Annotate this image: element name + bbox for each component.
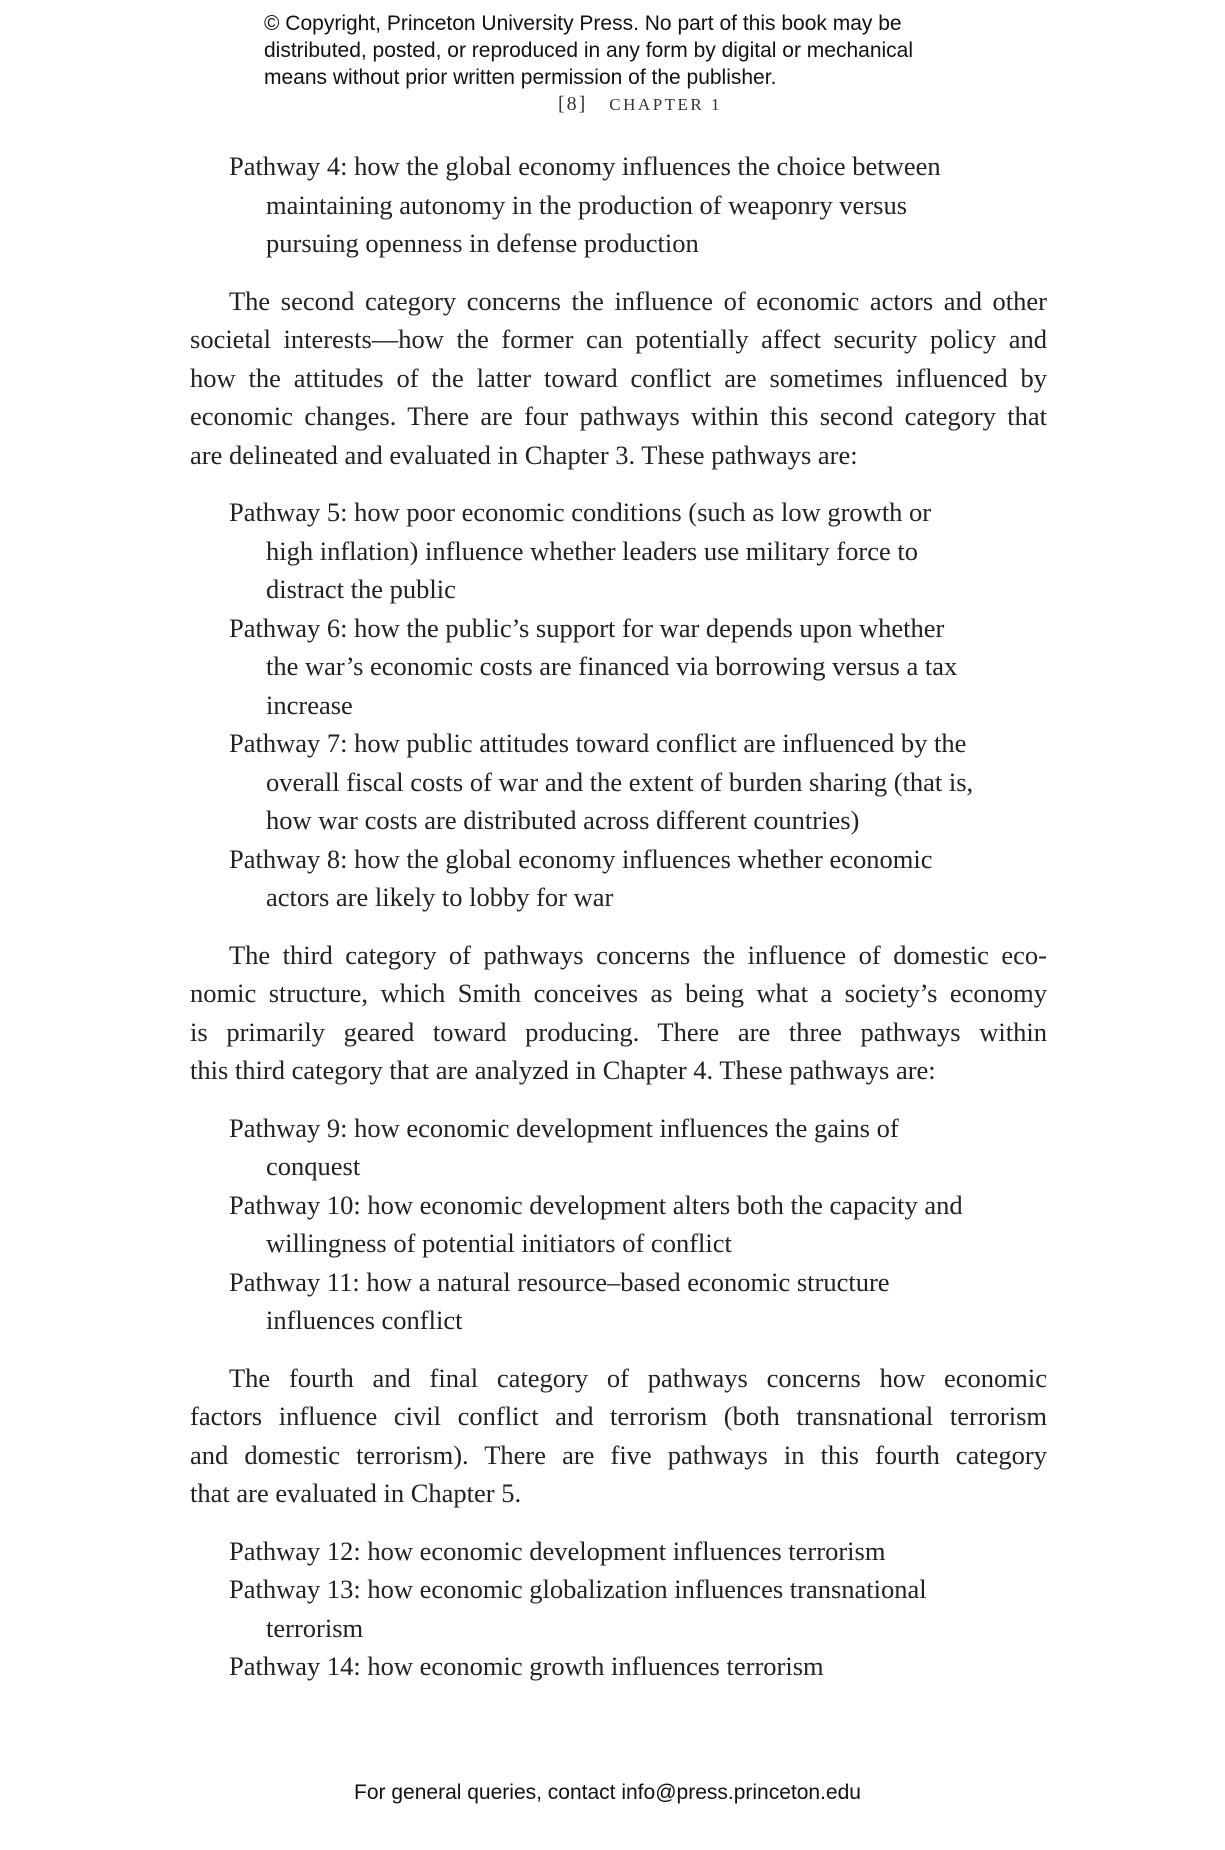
chapter-label: CHAPTER 1 [609, 95, 723, 114]
pathway-item [190, 609, 1047, 725]
text-line: Pathway 10: how economic development alters both the capacity and [229, 1189, 963, 1220]
text-line: terrorism [266, 1612, 364, 1643]
text-line: Pathway 6: how the public’s support for war depends upon whether [229, 612, 945, 643]
text-line: that are evaluated in Chapter 5. [190, 1478, 522, 1508]
text-line: the war’s economic costs are financed via borrowing versus a tax [266, 651, 958, 681]
paragraph [190, 282, 1047, 475]
text-line: how the attitudes of the latter toward conflict are sometimes influenced by [190, 362, 1047, 393]
pathway-list [190, 1532, 1047, 1686]
text-line: and domestic terrorism). There are five pathways in this fourth category [190, 1439, 1047, 1470]
text-line: Pathway 12: how economic development influences terrorism [229, 1535, 886, 1566]
text-line: actors are likely to lobby for war [266, 882, 614, 912]
text-line: conquest [266, 1151, 361, 1181]
pathway-list [190, 147, 1047, 263]
pathway-item [190, 493, 1047, 609]
copyright-line: distributed, posted, or reproduced in any form by digital or mechanical [264, 39, 914, 62]
paragraph [190, 1359, 1047, 1513]
text-line: Pathway 13: how economic globalization influences transnational [229, 1574, 927, 1604]
text-line: increase [266, 689, 353, 720]
pathway-list [190, 493, 1047, 917]
text-line: is primarily geared toward producing. There are three pathways within [190, 1016, 1047, 1047]
pathway-item [190, 840, 1047, 917]
copyright-notice [264, 10, 913, 91]
pathway-item [190, 1109, 1047, 1186]
text-line: The fourth and final category of pathways concerns how economic [229, 1362, 1047, 1393]
text-line: willingness of potential initiators of conflict [266, 1228, 732, 1258]
text-line: Pathway 14: how economic growth influences terrorism [229, 1651, 824, 1681]
text-line: Pathway 7: how public attitudes toward conflict are influenced by the [229, 728, 967, 758]
pathway-list [190, 1109, 1047, 1340]
pathway-item [190, 1532, 1047, 1571]
copyright-line: © Copyright, Princeton University Press. No part of this book may be [264, 12, 902, 35]
pathway-item [190, 1647, 1047, 1686]
text-line: pursuing openness in defense production [266, 228, 699, 258]
text-line: how war costs are distributed across different countries) [266, 805, 860, 835]
text-line: societal interests—how the former can potentially affect security policy and [190, 324, 1047, 354]
text-line: maintaining autonomy in the production of weaponry versus [266, 189, 908, 220]
text-line: Pathway 5: how poor economic conditions (such as low growth or [229, 497, 932, 527]
pathway-item [190, 724, 1047, 840]
page-body [190, 147, 1047, 1705]
text-line: Pathway 11: how a natural resource–based economic structure [229, 1266, 890, 1297]
text-line: distract the public [266, 574, 456, 604]
text-line: factors influence civil conflict and terrorism (both transnational terrorism [190, 1401, 1047, 1431]
paragraph [190, 936, 1047, 1090]
text-line: Pathway 9: how economic development influences the gains of [229, 1112, 899, 1143]
page-number: [8] [557, 93, 588, 115]
text-line: nomic structure, which Smith conceives as being what a society’s economy [190, 978, 1047, 1008]
pathway-item [190, 147, 1047, 263]
text-line: this third category that are analyzed in Chapter 4. These pathways are: [190, 1055, 936, 1085]
text-line: Pathway 8: how the global economy influences whether economic [229, 843, 933, 874]
pathway-item [190, 1186, 1047, 1263]
running-head [0, 93, 1225, 116]
text-line: influences conflict [266, 1305, 463, 1335]
pathway-item [190, 1263, 1047, 1340]
text-line: Pathway 4: how the global economy influences the choice between [229, 151, 941, 181]
pathway-item [190, 1570, 1047, 1647]
text-line: high inflation) influence whether leaders use military force to [266, 535, 918, 566]
text-line: overall fiscal costs of war and the extent of burden sharing (that is, [266, 766, 974, 797]
text-line: The second category concerns the influence of economic actors and other [229, 285, 1047, 316]
text-line: The third category of pathways concerns the influence of domestic eco- [229, 939, 1047, 970]
footer-contact: For general queries, contact info@press.princeton.edu [354, 1781, 861, 1804]
text-line: are delineated and evaluated in Chapter 3. These pathways are: [190, 439, 858, 470]
text-line: economic changes. There are four pathways within this second category that [190, 401, 1047, 431]
copyright-line: means without prior written permission of the publisher. [264, 66, 777, 89]
